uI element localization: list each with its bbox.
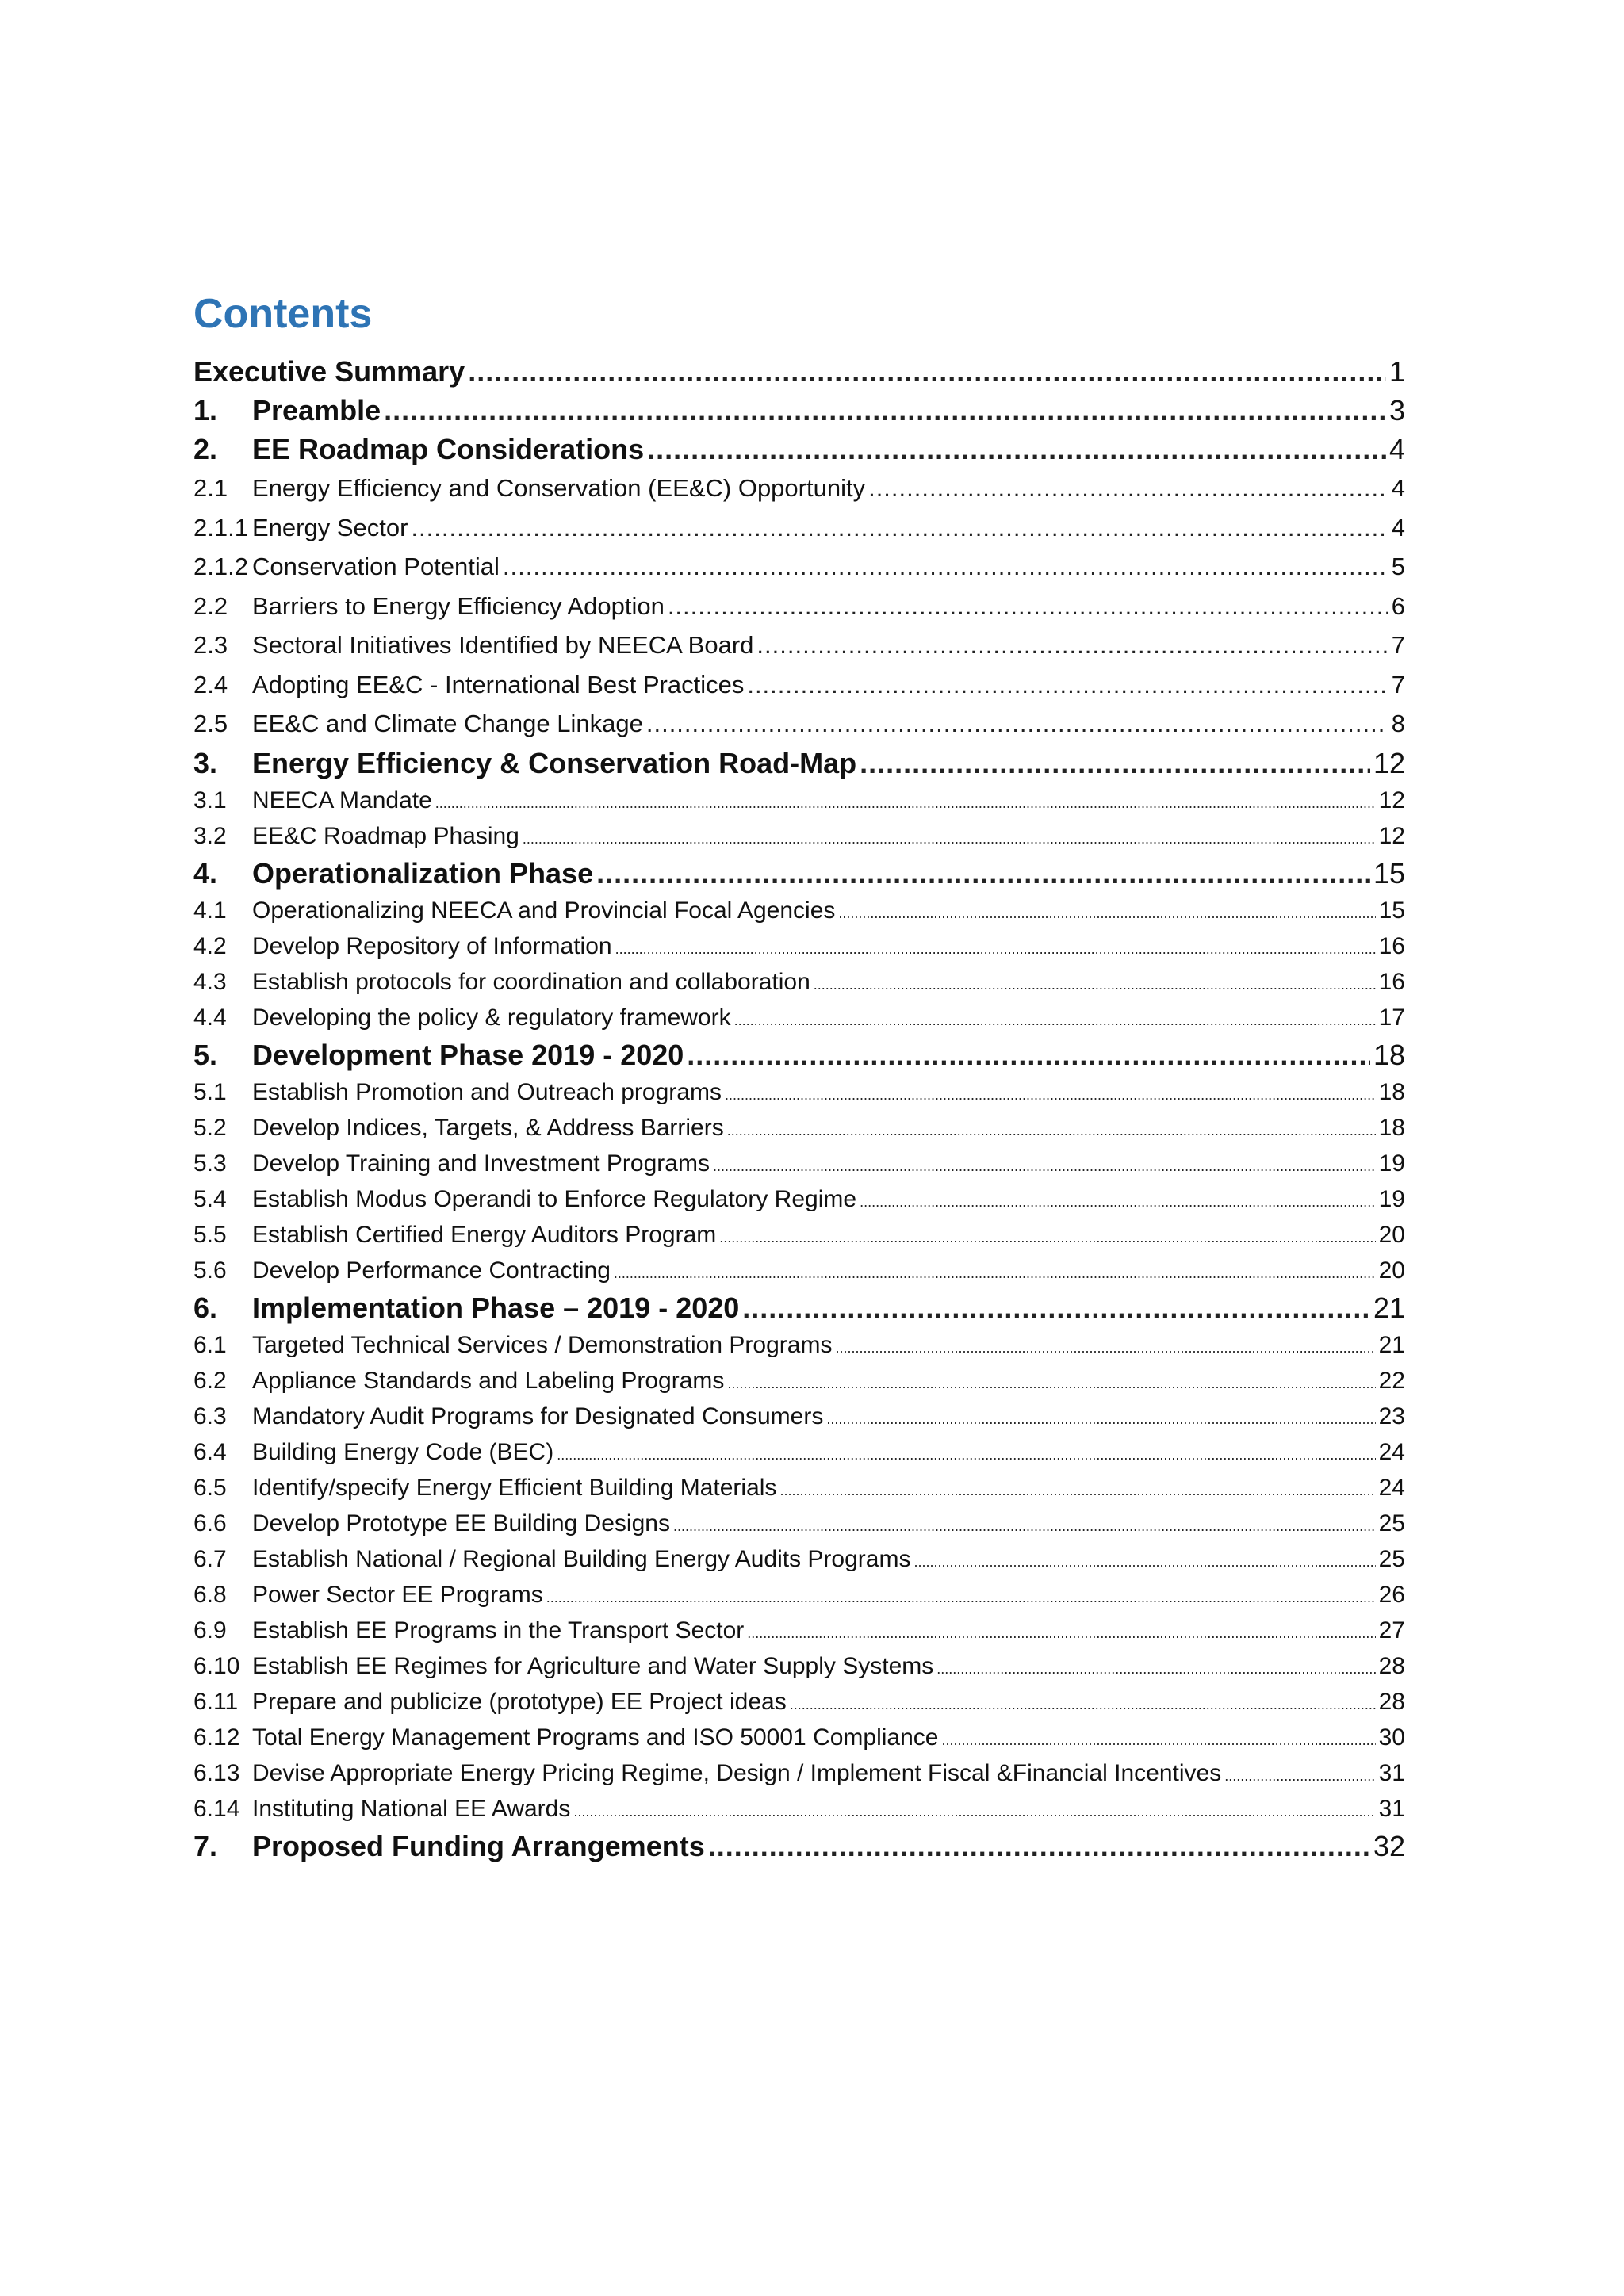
toc-entry-page-number: 3	[1388, 394, 1405, 427]
toc-entry-number: 5.	[193, 1038, 218, 1071]
toc-dot-leader	[747, 1613, 1375, 1651]
toc-dot-leader	[779, 1470, 1375, 1509]
toc-dot-leader	[727, 1363, 1375, 1402]
toc-entry-page-number: 19	[1378, 1185, 1405, 1212]
toc-entry[interactable]	[193, 1399, 1405, 1434]
toc-entry-page-number: 25	[1378, 1545, 1405, 1572]
toc-entry-title: Adopting EE&C - International Best Practices	[252, 670, 745, 698]
toc-entry-page-number: 16	[1378, 968, 1405, 995]
toc-entry-title: Development Phase 2019 - 2020	[252, 1038, 684, 1071]
document-page	[193, 293, 1405, 1866]
toc-entry-title: Establish National / Regional Building Energy Audits Programs	[252, 1545, 911, 1572]
toc-entry-number: 5.6	[193, 1257, 227, 1284]
toc-entry[interactable]	[193, 1613, 1405, 1648]
toc-entry-title: Prepare and publicize (prototype) EE Project ideas	[252, 1688, 787, 1715]
toc-entry-title: Establish Certified Energy Auditors Program	[252, 1221, 717, 1248]
toc-entry-number: 5.4	[193, 1185, 227, 1212]
toc-entry-page-number: 12	[1378, 822, 1405, 849]
toc-entry-title: Identify/specify Energy Efficient Building Materials	[252, 1474, 777, 1501]
toc-entry-number: 4.1	[193, 897, 227, 924]
toc-entry-number: 7.	[193, 1829, 218, 1862]
toc-dot-leader	[646, 704, 1388, 744]
toc-entry[interactable]	[193, 1827, 1405, 1866]
toc-entry-title: Preamble	[252, 394, 381, 427]
toc-dot-leader	[790, 1684, 1376, 1723]
toc-entry-number: 6.14	[193, 1795, 240, 1822]
toc-dot-leader	[435, 783, 1376, 821]
toc-dot-leader	[596, 854, 1370, 893]
toc-entry[interactable]	[193, 818, 1405, 854]
toc-entry-number: 4.3	[193, 968, 227, 995]
toc-dot-leader	[719, 1217, 1375, 1256]
toc-entry-number: 1.	[193, 394, 218, 427]
toc-entry[interactable]	[193, 1791, 1405, 1827]
toc-dot-leader	[747, 665, 1388, 705]
toc-entry-title: Conservation Potential	[252, 553, 500, 580]
toc-entry-title: Building Energy Code (BEC)	[252, 1438, 554, 1465]
toc-entry-page-number: 31	[1378, 1759, 1405, 1786]
toc-entry-page-number: 4	[1388, 433, 1405, 465]
toc-entry-title: Instituting National EE Awards	[252, 1795, 571, 1822]
toc-entry-title: Energy Efficiency and Conservation (EE&C) Opportunity	[252, 474, 866, 502]
toc-dot-leader	[826, 1399, 1375, 1437]
toc-entry-page-number: 27	[1378, 1617, 1405, 1644]
toc-entry[interactable]	[193, 587, 1405, 626]
toc-entry-number: 5.5	[193, 1221, 227, 1248]
toc-entry-number: 6.7	[193, 1545, 227, 1572]
toc-dot-leader	[708, 1827, 1370, 1866]
toc-dot-leader	[1224, 1755, 1375, 1794]
toc-entry[interactable]	[193, 1363, 1405, 1399]
toc-entry-title: Establish Promotion and Outreach programs	[252, 1078, 722, 1105]
toc-entry-page-number: 21	[1378, 1331, 1405, 1358]
toc-entry-title: Executive Summary	[193, 355, 465, 388]
toc-entry-number: 6.8	[193, 1581, 227, 1608]
toc-entry-number: 2.5	[193, 710, 228, 737]
toc-entry[interactable]	[193, 744, 1405, 783]
toc-entry-number: 5.3	[193, 1150, 227, 1177]
toc-entry-number: 4.4	[193, 1004, 227, 1031]
toc-entry-page-number: 1	[1388, 355, 1405, 388]
toc-entry-page-number: 24	[1378, 1474, 1405, 1501]
toc-entry-number: 6.9	[193, 1617, 227, 1644]
toc-entry-title: Establish protocols for coordination and collaboration	[252, 968, 810, 995]
toc-entry-title: Establish EE Regimes for Agriculture and Water Supply Systems	[252, 1652, 934, 1679]
toc-entry-page-number: 7	[1391, 631, 1405, 659]
toc-dot-leader	[503, 547, 1388, 587]
toc-entry-page-number: 31	[1378, 1795, 1405, 1822]
toc-entry-number: 2.2	[193, 591, 228, 620]
toc-entry-number: 2.1	[193, 474, 228, 502]
table-of-contents	[193, 352, 1405, 1866]
toc-dot-leader	[936, 1648, 1375, 1687]
toc-entry[interactable]	[193, 854, 1405, 893]
toc-entry[interactable]	[193, 1684, 1405, 1720]
toc-entry-number: 2.1.1	[193, 513, 248, 541]
toc-entry[interactable]	[193, 1648, 1405, 1684]
toc-dot-leader	[615, 928, 1376, 967]
toc-entry-title: Develop Prototype EE Building Designs	[252, 1510, 670, 1536]
toc-entry-page-number: 20	[1378, 1257, 1405, 1284]
toc-entry-page-number: 23	[1378, 1402, 1405, 1429]
toc-dot-leader	[647, 430, 1386, 469]
toc-entry[interactable]	[193, 704, 1405, 744]
toc-entry-title: Develop Indices, Targets, & Address Barriers	[252, 1114, 724, 1141]
toc-entry-title: Total Energy Management Programs and ISO 50001 Compliance	[252, 1724, 939, 1751]
toc-dot-leader	[742, 1288, 1370, 1327]
toc-entry-title: Devise Appropriate Energy Pricing Regime, Design / Implement Fiscal &Financial Incentives	[252, 1759, 1222, 1786]
toc-dot-leader	[727, 1110, 1376, 1149]
toc-entry[interactable]	[193, 1720, 1405, 1755]
toc-entry-page-number: 4	[1391, 513, 1405, 541]
toc-entry-page-number: 19	[1378, 1150, 1405, 1177]
toc-entry-number: 6.12	[193, 1724, 240, 1751]
toc-entry[interactable]	[193, 1253, 1405, 1288]
toc-entry-title: Targeted Technical Services / Demonstration Programs	[252, 1331, 833, 1358]
toc-entry-title: Energy Sector	[252, 513, 408, 541]
toc-entry[interactable]	[193, 1110, 1405, 1146]
toc-entry-number: 6.4	[193, 1438, 227, 1465]
toc-entry[interactable]	[193, 352, 1405, 391]
toc-entry-page-number: 32	[1373, 1829, 1405, 1862]
toc-entry-page-number: 17	[1378, 1004, 1405, 1031]
toc-entry-title: NEECA Mandate	[252, 786, 432, 813]
toc-entry-number: 3.1	[193, 786, 227, 813]
toc-dot-leader	[573, 1791, 1375, 1830]
toc-dot-leader	[614, 1253, 1376, 1292]
toc-dot-leader	[835, 1327, 1375, 1366]
toc-dot-leader	[868, 469, 1388, 508]
toc-entry-page-number: 18	[1378, 1078, 1405, 1105]
toc-dot-leader	[713, 1146, 1376, 1184]
toc-dot-leader	[546, 1577, 1376, 1616]
toc-entry-page-number: 22	[1378, 1367, 1405, 1394]
toc-dot-leader	[914, 1541, 1375, 1580]
toc-entry-number: 2.4	[193, 670, 228, 698]
toc-entry-number: 6.11	[193, 1688, 239, 1715]
toc-entry[interactable]	[193, 1181, 1405, 1217]
toc-dot-leader	[734, 1000, 1376, 1039]
toc-entry[interactable]	[193, 1288, 1405, 1327]
toc-entry-number: 5.2	[193, 1114, 227, 1141]
toc-entry-number: 3.	[193, 746, 218, 779]
toc-entry[interactable]	[193, 430, 1405, 469]
toc-entry-number: 6.2	[193, 1367, 227, 1394]
toc-entry[interactable]	[193, 626, 1405, 665]
toc-entry-title: Develop Performance Contracting	[252, 1257, 611, 1284]
toc-entry-title: EE&C and Climate Change Linkage	[252, 710, 643, 737]
toc-entry[interactable]	[193, 1541, 1405, 1577]
toc-entry-page-number: 20	[1378, 1221, 1405, 1248]
toc-entry[interactable]	[193, 547, 1405, 587]
toc-entry-number: 6.3	[193, 1402, 227, 1429]
toc-entry-title: Mandatory Audit Programs for Designated Consumers	[252, 1402, 824, 1429]
toc-entry-number: 6.	[193, 1291, 218, 1324]
toc-entry[interactable]	[193, 1470, 1405, 1506]
toc-entry-page-number: 28	[1378, 1688, 1405, 1715]
toc-entry-page-number: 12	[1378, 786, 1405, 813]
toc-dot-leader	[468, 352, 1386, 391]
toc-entry-title: Develop Repository of Information	[252, 932, 612, 959]
toc-entry-page-number: 26	[1378, 1581, 1405, 1608]
toc-entry-title: Energy Efficiency & Conservation Road-Map	[252, 746, 857, 779]
toc-dot-leader	[523, 818, 1376, 857]
toc-entry-number: 4.	[193, 856, 218, 890]
toc-entry-number: 6.13	[193, 1759, 240, 1786]
toc-entry[interactable]	[193, 783, 1405, 818]
toc-entry[interactable]	[193, 1577, 1405, 1613]
toc-entry[interactable]	[193, 665, 1405, 705]
toc-dot-leader	[860, 1181, 1376, 1220]
toc-entry-number: 2.3	[193, 631, 228, 659]
toc-dot-leader	[941, 1720, 1375, 1758]
toc-dot-leader	[860, 744, 1370, 783]
toc-entry[interactable]	[193, 1146, 1405, 1181]
toc-dot-leader	[384, 391, 1386, 430]
toc-dot-leader	[814, 964, 1376, 1003]
toc-entry-title: Barriers to Energy Efficiency Adoption	[252, 591, 665, 620]
toc-entry-page-number: 16	[1378, 932, 1405, 959]
toc-dot-leader	[725, 1074, 1376, 1113]
toc-entry[interactable]	[193, 1035, 1405, 1074]
toc-entry-number: 5.1	[193, 1078, 227, 1105]
toc-dot-leader	[687, 1035, 1370, 1074]
toc-entry-title: Power Sector EE Programs	[252, 1581, 543, 1608]
toc-entry-title: Implementation Phase – 2019 - 2020	[252, 1291, 740, 1324]
toc-entry-page-number: 18	[1373, 1038, 1405, 1071]
toc-entry-page-number: 12	[1373, 746, 1405, 779]
toc-entry[interactable]	[193, 1327, 1405, 1363]
toc-entry-number: 6.5	[193, 1474, 227, 1501]
toc-entry-number: 6.1	[193, 1331, 227, 1358]
toc-entry-page-number: 15	[1373, 856, 1405, 890]
toc-entry-title: EE Roadmap Considerations	[252, 433, 645, 465]
toc-title: Contents	[193, 291, 373, 337]
toc-entry-title: Developing the policy & regulatory framework	[252, 1004, 731, 1031]
toc-entry-title: Appliance Standards and Labeling Programs	[252, 1367, 725, 1394]
toc-dot-leader	[411, 508, 1388, 548]
toc-entry-number: 3.2	[193, 822, 227, 849]
toc-entry[interactable]	[193, 1000, 1405, 1035]
toc-entry-page-number: 6	[1391, 591, 1405, 620]
toc-dot-leader	[673, 1506, 1376, 1544]
toc-entry[interactable]	[193, 928, 1405, 964]
toc-entry-page-number: 7	[1391, 670, 1405, 698]
toc-entry[interactable]	[193, 1434, 1405, 1470]
toc-entry[interactable]	[193, 893, 1405, 928]
toc-entry-page-number: 21	[1373, 1291, 1405, 1324]
toc-entry-number: 6.10	[193, 1652, 240, 1679]
toc-entry-number: 2.	[193, 433, 218, 465]
toc-entry-page-number: 15	[1378, 897, 1405, 924]
toc-entry-title: Proposed Funding Arrangements	[252, 1829, 705, 1862]
toc-entry-number: 2.1.2	[193, 553, 248, 580]
toc-dot-leader	[756, 626, 1388, 665]
toc-entry[interactable]	[193, 964, 1405, 1000]
toc-entry[interactable]	[193, 1755, 1405, 1791]
toc-dot-leader	[838, 893, 1375, 932]
toc-entry-page-number: 5	[1391, 553, 1405, 580]
toc-entry[interactable]	[193, 391, 1405, 430]
toc-entry-title: Operationalization Phase	[252, 856, 594, 890]
toc-entry[interactable]	[193, 469, 1405, 508]
toc-entry-title: Establish Modus Operandi to Enforce Regulatory Regime	[252, 1185, 857, 1212]
toc-dot-leader	[557, 1434, 1375, 1473]
toc-dot-leader	[668, 587, 1388, 626]
toc-entry-title: Sectoral Initiatives Identified by NEECA Board	[252, 631, 754, 659]
toc-entry-title: Establish EE Programs in the Transport Sector	[252, 1617, 745, 1644]
toc-entry-number: 4.2	[193, 932, 227, 959]
toc-entry-number: 6.6	[193, 1510, 227, 1536]
toc-entry[interactable]	[193, 1074, 1405, 1110]
toc-entry[interactable]	[193, 1506, 1405, 1541]
toc-entry-page-number: 25	[1378, 1510, 1405, 1536]
toc-entry-page-number: 24	[1378, 1438, 1405, 1465]
toc-entry[interactable]	[193, 1217, 1405, 1253]
toc-entry-page-number: 18	[1378, 1114, 1405, 1141]
toc-entry-page-number: 30	[1378, 1724, 1405, 1751]
toc-entry-page-number: 4	[1391, 474, 1405, 502]
toc-entry-title: Develop Training and Investment Programs	[252, 1150, 710, 1177]
toc-entry-page-number: 28	[1378, 1652, 1405, 1679]
toc-entry-page-number: 8	[1391, 710, 1405, 737]
toc-entry-title: Operationalizing NEECA and Provincial Focal Agencies	[252, 897, 836, 924]
toc-entry[interactable]	[193, 508, 1405, 548]
toc-entry-title: EE&C Roadmap Phasing	[252, 822, 519, 849]
